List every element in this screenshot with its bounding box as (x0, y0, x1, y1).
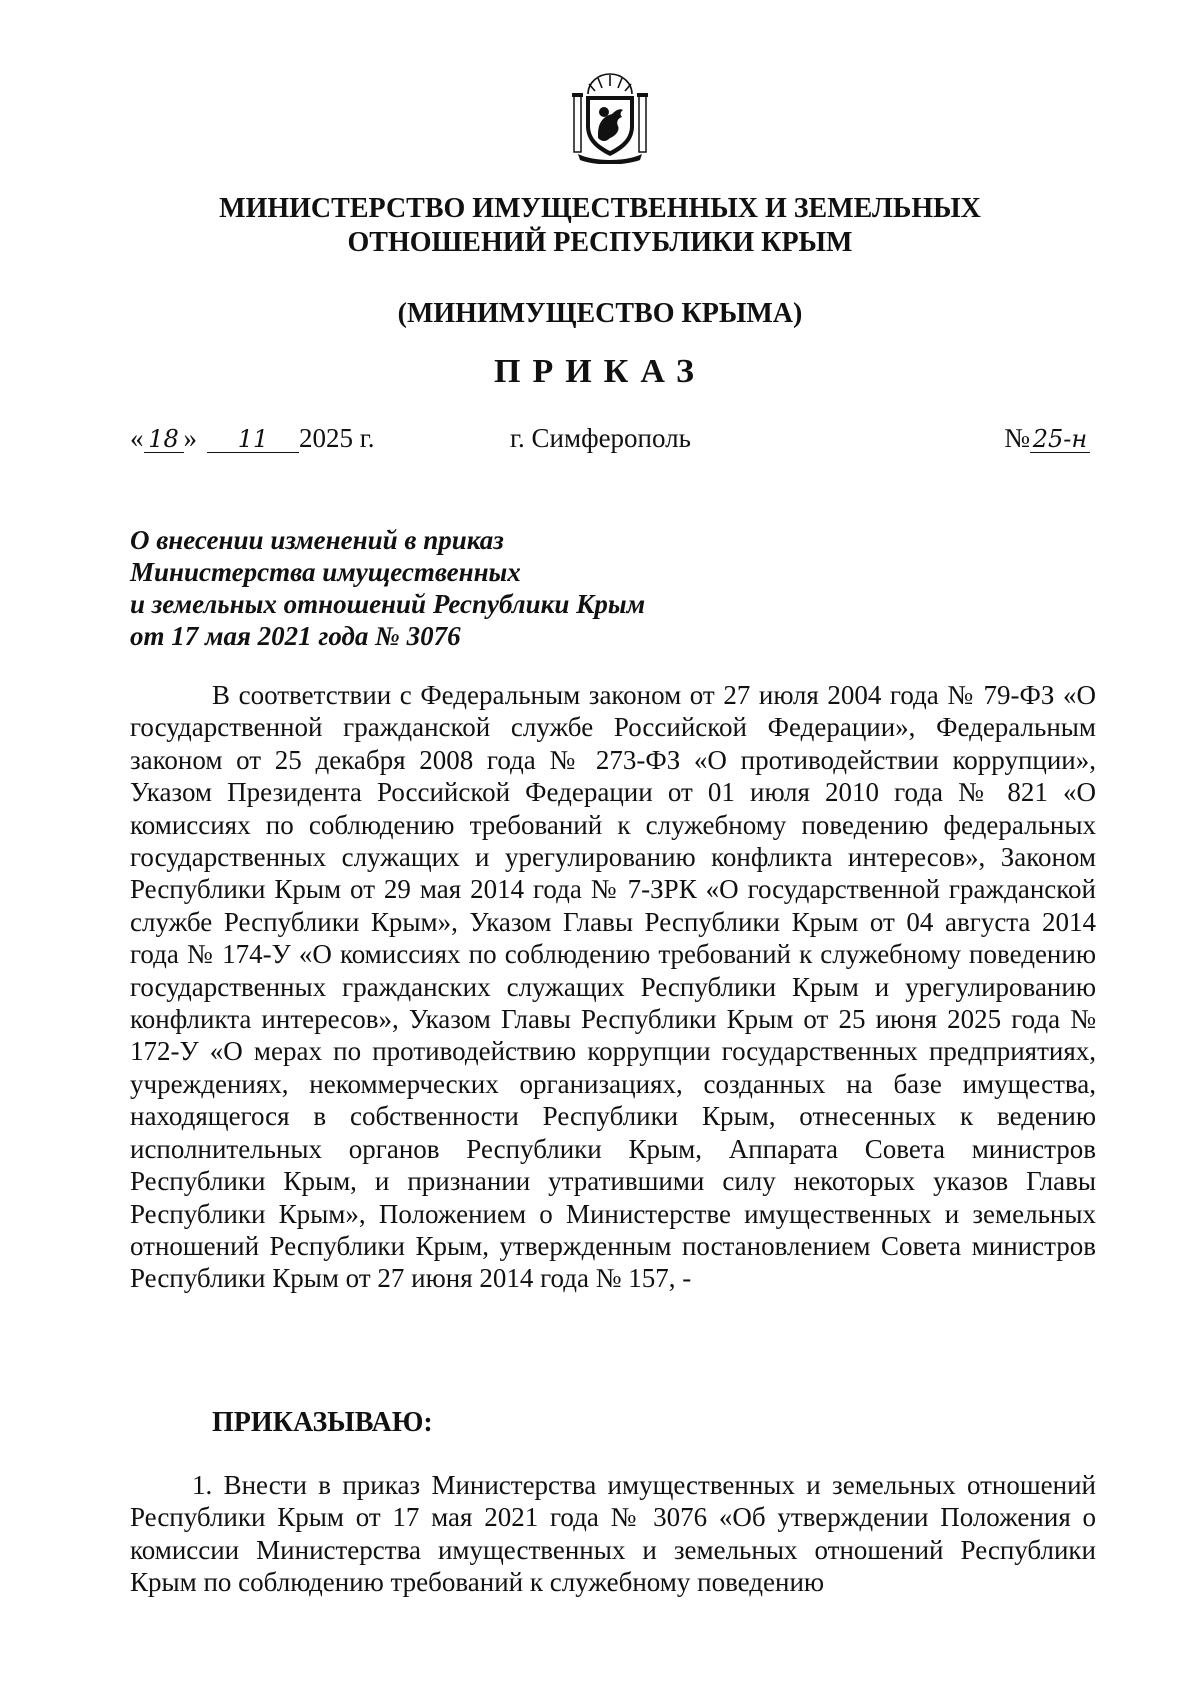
subject-line3: и земельных отношений Республики Крым (130, 589, 646, 619)
date-day: 18 (144, 426, 184, 453)
order-number-label: № (1004, 423, 1030, 453)
dateline (130, 420, 1090, 456)
order-number (1004, 420, 1090, 456)
subject-line2: Министерства имущественных (130, 557, 521, 587)
order-city: г. Симферополь (510, 423, 691, 453)
order-number-value: 25-н (1030, 426, 1090, 453)
order-subject (130, 524, 730, 652)
preamble-paragraph: В соответствии с Федеральным законом от 27 июля 2004 года № 79-ФЗ «О государственной гражданской службе Российской Федерации», Федеральным законом от 25 декабря 2008 года № 273-ФЗ «О противодействии коррупции», Указом Президента Российской Федерации от 01 июля 2010 года № 821 «О комиссиях по соблюдению требований к служебному поведению федеральных государственных служащих и урегулированию конфликта интересов», Законом Республики Крым от 29 мая 2014 года № 7-ЗРК «О государственной гражданской службе Республики Крым», Указом Главы Республики Крым от 04 августа 2014 года № 174-У «О комиссиях по соблюдению требований к служебному поведению государственных гражданских служащих Республики Крым и урегулированию конфликта интересов», Указом Главы Республики Крым от 25 июня 2025 года № 172-У «О мерах по противодействию коррупции государственных предприятиях, учреждениях, некоммерческих организациях, созданных на базе имущества, находящегося в собственности Республики Крым, отнесенных к ведению исполнительных органов Республики Крым, Аппарата Совета министров Республики Крым, и признании утратившими силу некоторых указов Главы Республики Крым», Положением о Министерстве имущественных и земельных отношений Республики Крым, утвержденным постановлением Совета министров Республики Крым от 27 июня 2014 года № 157, - (130, 680, 1096, 1294)
ministry-name-line1: МИНИСТЕРСТВО ИМУЩЕСТВЕННЫХ И ЗЕМЕЛЬНЫХ (219, 193, 981, 224)
date-year: 2025 г. (299, 423, 375, 453)
order-item-1: 1. Внести в приказ Министерства имущественных и земельных отношений Республики Крым от 17 мая 2021 года № 3076 «Об утверждении Положения о комиссии Министерства имущественных и земельных отношений Республики Крым по соблюдению требований к служебному поведению (130, 1470, 1096, 1598)
order-date (130, 420, 375, 456)
date-open-quote: « (130, 423, 144, 453)
date-close-quote: » (183, 423, 197, 453)
subject-line4: от 17 мая 2021 года № 3076 (130, 621, 461, 651)
crimea-coat-of-arms-icon (568, 72, 652, 164)
date-month: 11 (207, 426, 299, 453)
subject-line1: О внесении изменений в приказ (130, 525, 504, 555)
order-heading: ПРИКАЗЫВАЮ: (212, 1407, 433, 1438)
ministry-name-line2: ОТНОШЕНИЙ РЕСПУБЛИКИ КРЫМ (347, 227, 853, 258)
ministry-short-name: (МИНИМУЩЕСТВО КРЫМА) (397, 298, 803, 329)
document-type: ПРИКАЗ (494, 353, 706, 390)
ministry-name (180, 192, 1020, 260)
